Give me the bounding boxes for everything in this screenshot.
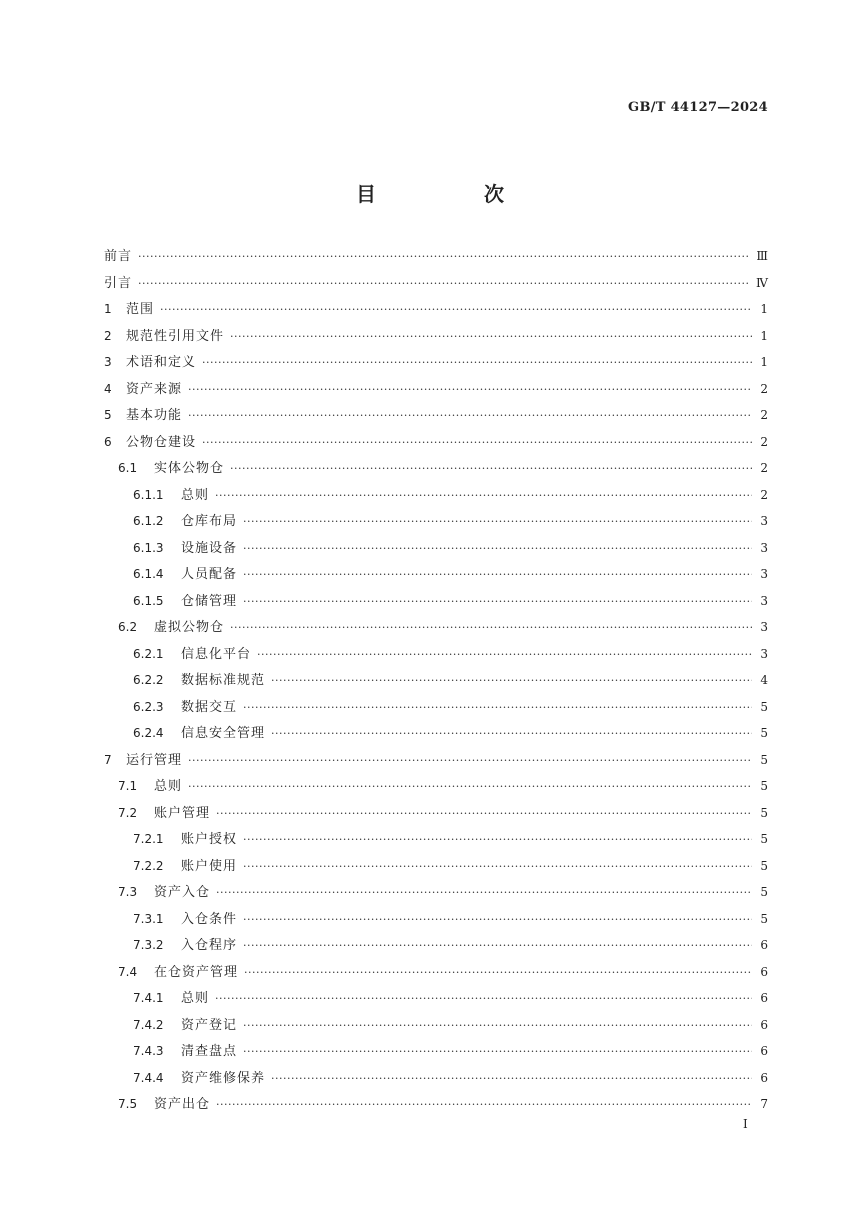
toc-entry-label: 信息化平台 bbox=[181, 646, 252, 662]
toc-entry[interactable] bbox=[104, 272, 768, 299]
toc-entry-number: 7.5 bbox=[118, 1097, 138, 1111]
toc-entry-page: 7 bbox=[760, 1097, 768, 1111]
toc-entry[interactable] bbox=[104, 722, 768, 749]
toc-entry-page: 3 bbox=[760, 567, 768, 581]
toc-entry-page: Ⅳ bbox=[756, 275, 768, 290]
toc-leader-dots bbox=[271, 674, 752, 687]
toc-entry-label: 运行管理 bbox=[126, 752, 183, 768]
toc-entry-number: 7.4.4 bbox=[133, 1070, 164, 1085]
toc-entry-label: 账户管理 bbox=[154, 805, 211, 821]
toc-entry-label: 仓库布局 bbox=[181, 514, 238, 529]
toc-entry-number: 3 bbox=[104, 355, 112, 369]
toc-entry-label: 入仓条件 bbox=[181, 911, 238, 927]
toc-entry[interactable] bbox=[104, 537, 768, 564]
toc-entry-label: 在仓资产管理 bbox=[154, 964, 239, 980]
toc-entry[interactable] bbox=[104, 563, 768, 590]
toc-entry-page: 5 bbox=[760, 832, 768, 846]
toc-entry-label: 清查盘点 bbox=[181, 1044, 238, 1059]
toc-entry-number: 7.2.1 bbox=[133, 832, 164, 846]
toc-entry[interactable] bbox=[104, 1014, 768, 1041]
toc-entry[interactable] bbox=[104, 828, 768, 855]
toc-entry-label: 实体公物仓 bbox=[154, 461, 225, 476]
toc-entry[interactable] bbox=[104, 987, 768, 1014]
toc-entry-number: 4 bbox=[104, 381, 112, 396]
toc-entry-label: 总则 bbox=[154, 779, 183, 794]
toc-entry-page: 6 bbox=[760, 991, 768, 1005]
toc-entry-page: 5 bbox=[760, 911, 768, 926]
toc-entry-label: 术语和定义 bbox=[126, 355, 197, 370]
toc-leader-dots bbox=[243, 1019, 752, 1032]
toc-entry-label: 引言 bbox=[104, 275, 133, 291]
toc-entry-page: 2 bbox=[760, 381, 768, 396]
toc-entry[interactable] bbox=[104, 325, 768, 352]
toc-entry-page: 5 bbox=[760, 752, 768, 767]
toc-leader-dots bbox=[243, 701, 752, 714]
toc-entry-page: 6 bbox=[760, 938, 768, 952]
toc-leader-dots bbox=[243, 515, 752, 528]
toc-entry-number: 7.3.2 bbox=[133, 938, 164, 952]
toc-entry[interactable] bbox=[104, 908, 768, 935]
toc-entry-number: 7 bbox=[104, 752, 112, 767]
toc-entry-number: 6.2.1 bbox=[133, 646, 164, 661]
standard-code: GB/T 44127—2024 bbox=[628, 100, 768, 115]
toc-entry-page: 6 bbox=[760, 1017, 768, 1032]
toc-entry-number: 6 bbox=[104, 434, 112, 449]
toc-leader-dots bbox=[138, 250, 750, 263]
toc-entry-number: 2 bbox=[104, 328, 112, 343]
toc-entry[interactable] bbox=[104, 616, 768, 643]
toc-entry[interactable] bbox=[104, 351, 768, 378]
toc-leader-dots bbox=[188, 409, 752, 422]
toc-entry[interactable] bbox=[104, 669, 768, 696]
toc-entry-page: 2 bbox=[760, 461, 768, 475]
toc-entry-label: 公物仓建设 bbox=[126, 434, 197, 450]
toc-entry[interactable] bbox=[104, 484, 768, 511]
toc-leader-dots bbox=[243, 939, 752, 952]
toc-entry-page: 5 bbox=[760, 885, 768, 899]
toc-entry[interactable] bbox=[104, 749, 768, 776]
toc-entry-page: 2 bbox=[760, 487, 768, 502]
toc-leader-dots bbox=[138, 277, 750, 290]
toc-entry-page: 1 bbox=[760, 302, 768, 316]
toc-entry-label: 资产登记 bbox=[181, 1017, 238, 1033]
toc-entry-page: 1 bbox=[760, 355, 768, 369]
toc-leader-dots bbox=[188, 780, 752, 793]
toc-leader-dots bbox=[215, 489, 752, 502]
toc-entry[interactable] bbox=[104, 961, 768, 988]
toc-entry-page: 5 bbox=[760, 726, 768, 740]
toc-entry[interactable] bbox=[104, 457, 768, 484]
toc-entry-label: 总则 bbox=[181, 991, 210, 1006]
toc-entry-label: 入仓程序 bbox=[181, 938, 238, 953]
toc-entry-page: 3 bbox=[760, 514, 768, 528]
toc-entry[interactable] bbox=[104, 1040, 768, 1067]
toc-leader-dots bbox=[244, 966, 752, 979]
toc-entry[interactable] bbox=[104, 245, 768, 272]
toc-entry-label: 人员配备 bbox=[181, 567, 238, 582]
toc-entry-number: 6.2.4 bbox=[133, 726, 164, 740]
toc-entry-number: 7.4.3 bbox=[133, 1044, 164, 1058]
toc-entry-label: 基本功能 bbox=[126, 408, 183, 423]
toc-entry-page: 6 bbox=[760, 964, 768, 979]
toc-leader-dots bbox=[216, 886, 752, 899]
toc-entry[interactable] bbox=[104, 298, 768, 325]
toc-leader-dots bbox=[243, 595, 752, 608]
toc-entry-page: 1 bbox=[760, 328, 768, 343]
toc-entry[interactable] bbox=[104, 881, 768, 908]
toc-entry-number: 6.1.2 bbox=[133, 514, 164, 528]
toc-leader-dots bbox=[202, 356, 752, 369]
toc-entry-page: 3 bbox=[760, 620, 768, 634]
toc-entry-label: 范围 bbox=[126, 302, 155, 317]
toc-leader-dots bbox=[188, 754, 752, 767]
toc-entry-number: 7.4.1 bbox=[133, 991, 164, 1005]
toc-entry-page: 4 bbox=[760, 673, 768, 687]
toc-entry[interactable] bbox=[104, 643, 768, 670]
toc-entry-page: 6 bbox=[760, 1070, 768, 1085]
toc-entry-number: 6.1.1 bbox=[133, 487, 164, 502]
toc-entry-number: 7.2 bbox=[118, 805, 138, 820]
toc-leader-dots bbox=[243, 542, 752, 555]
toc-leader-dots bbox=[230, 621, 752, 634]
toc-leader-dots bbox=[271, 1072, 752, 1085]
toc-entry-label: 资产来源 bbox=[126, 381, 183, 397]
toc-entry-label: 账户使用 bbox=[181, 858, 238, 874]
toc-entry-number: 5 bbox=[104, 408, 112, 422]
toc-leader-dots bbox=[243, 833, 752, 846]
toc-entry-number: 6.2.3 bbox=[133, 699, 164, 714]
toc-leader-dots bbox=[243, 568, 752, 581]
toc-entry-number: 1 bbox=[104, 302, 112, 316]
toc-entry[interactable] bbox=[104, 590, 768, 617]
toc-entry[interactable] bbox=[104, 775, 768, 802]
toc-entry[interactable] bbox=[104, 404, 768, 431]
toc-entry-label: 虚拟公物仓 bbox=[154, 620, 225, 635]
toc-entry-label: 设施设备 bbox=[181, 540, 238, 556]
toc-entry-label: 信息安全管理 bbox=[181, 726, 266, 741]
toc-leader-dots bbox=[271, 727, 752, 740]
toc-leader-dots bbox=[230, 330, 752, 343]
toc-entry-number: 6.1.3 bbox=[133, 540, 164, 555]
toc-entry-page: 3 bbox=[760, 593, 768, 608]
toc-entry[interactable] bbox=[104, 934, 768, 961]
toc-entry[interactable] bbox=[104, 510, 768, 537]
toc-entry[interactable] bbox=[104, 1067, 768, 1094]
toc-entry-number: 7.4.2 bbox=[133, 1017, 164, 1032]
toc-leader-dots bbox=[243, 913, 752, 926]
toc-entry-label: 前言 bbox=[104, 249, 133, 264]
toc-entry-page: 5 bbox=[760, 805, 768, 820]
toc-entry-page: 3 bbox=[760, 646, 768, 661]
toc-entry-label: 数据交互 bbox=[181, 699, 238, 715]
toc-entry-page: 2 bbox=[760, 408, 768, 422]
toc-entry-number: 7.4 bbox=[118, 964, 138, 979]
toc-leader-dots bbox=[216, 1098, 752, 1111]
toc-leader-dots bbox=[202, 436, 752, 449]
toc-leader-dots bbox=[257, 648, 752, 661]
toc-entry-number: 6.2.2 bbox=[133, 673, 164, 687]
toc-entry-page: Ⅲ bbox=[756, 249, 768, 263]
toc-leader-dots bbox=[243, 1045, 752, 1058]
toc-entry[interactable] bbox=[104, 431, 768, 458]
toc-entry-number: 6.1.5 bbox=[133, 593, 164, 608]
toc-entry-page: 5 bbox=[760, 858, 768, 873]
toc-entry-number: 6.1.4 bbox=[133, 567, 164, 581]
table-of-contents bbox=[104, 245, 768, 1120]
toc-leader-dots bbox=[230, 462, 752, 475]
toc-entry-page: 3 bbox=[760, 540, 768, 555]
toc-entry-label: 数据标准规范 bbox=[181, 673, 266, 688]
toc-entry-label: 规范性引用文件 bbox=[126, 328, 225, 344]
toc-entry[interactable] bbox=[104, 696, 768, 723]
toc-title: 目 次 bbox=[356, 182, 548, 206]
toc-leader-dots bbox=[216, 807, 752, 820]
toc-entry-page: 5 bbox=[760, 699, 768, 714]
toc-entry-number: 7.2.2 bbox=[133, 858, 164, 873]
toc-entry[interactable] bbox=[104, 855, 768, 882]
toc-leader-dots bbox=[188, 383, 752, 396]
toc-entry-number: 7.3 bbox=[118, 885, 138, 899]
toc-leader-dots bbox=[243, 860, 752, 873]
toc-entry-label: 仓储管理 bbox=[181, 593, 238, 609]
toc-entry[interactable] bbox=[104, 378, 768, 405]
toc-entry[interactable] bbox=[104, 1093, 768, 1120]
toc-leader-dots bbox=[160, 303, 752, 316]
toc-entry-label: 资产维修保养 bbox=[181, 1070, 266, 1086]
toc-entry-label: 资产入仓 bbox=[154, 885, 211, 900]
toc-entry-page: 6 bbox=[760, 1044, 768, 1058]
toc-entry-number: 6.1 bbox=[118, 461, 138, 475]
toc-entry[interactable] bbox=[104, 802, 768, 829]
toc-entry-label: 总则 bbox=[181, 487, 210, 503]
toc-entry-number: 6.2 bbox=[118, 620, 138, 634]
toc-entry-number: 7.1 bbox=[118, 779, 138, 793]
toc-entry-number: 7.3.1 bbox=[133, 911, 164, 926]
toc-entry-page: 2 bbox=[760, 434, 768, 449]
toc-entry-label: 资产出仓 bbox=[154, 1097, 211, 1112]
page-number: I bbox=[743, 1117, 748, 1131]
toc-entry-page: 5 bbox=[760, 779, 768, 793]
toc-entry-label: 账户授权 bbox=[181, 832, 238, 847]
toc-leader-dots bbox=[215, 992, 752, 1005]
